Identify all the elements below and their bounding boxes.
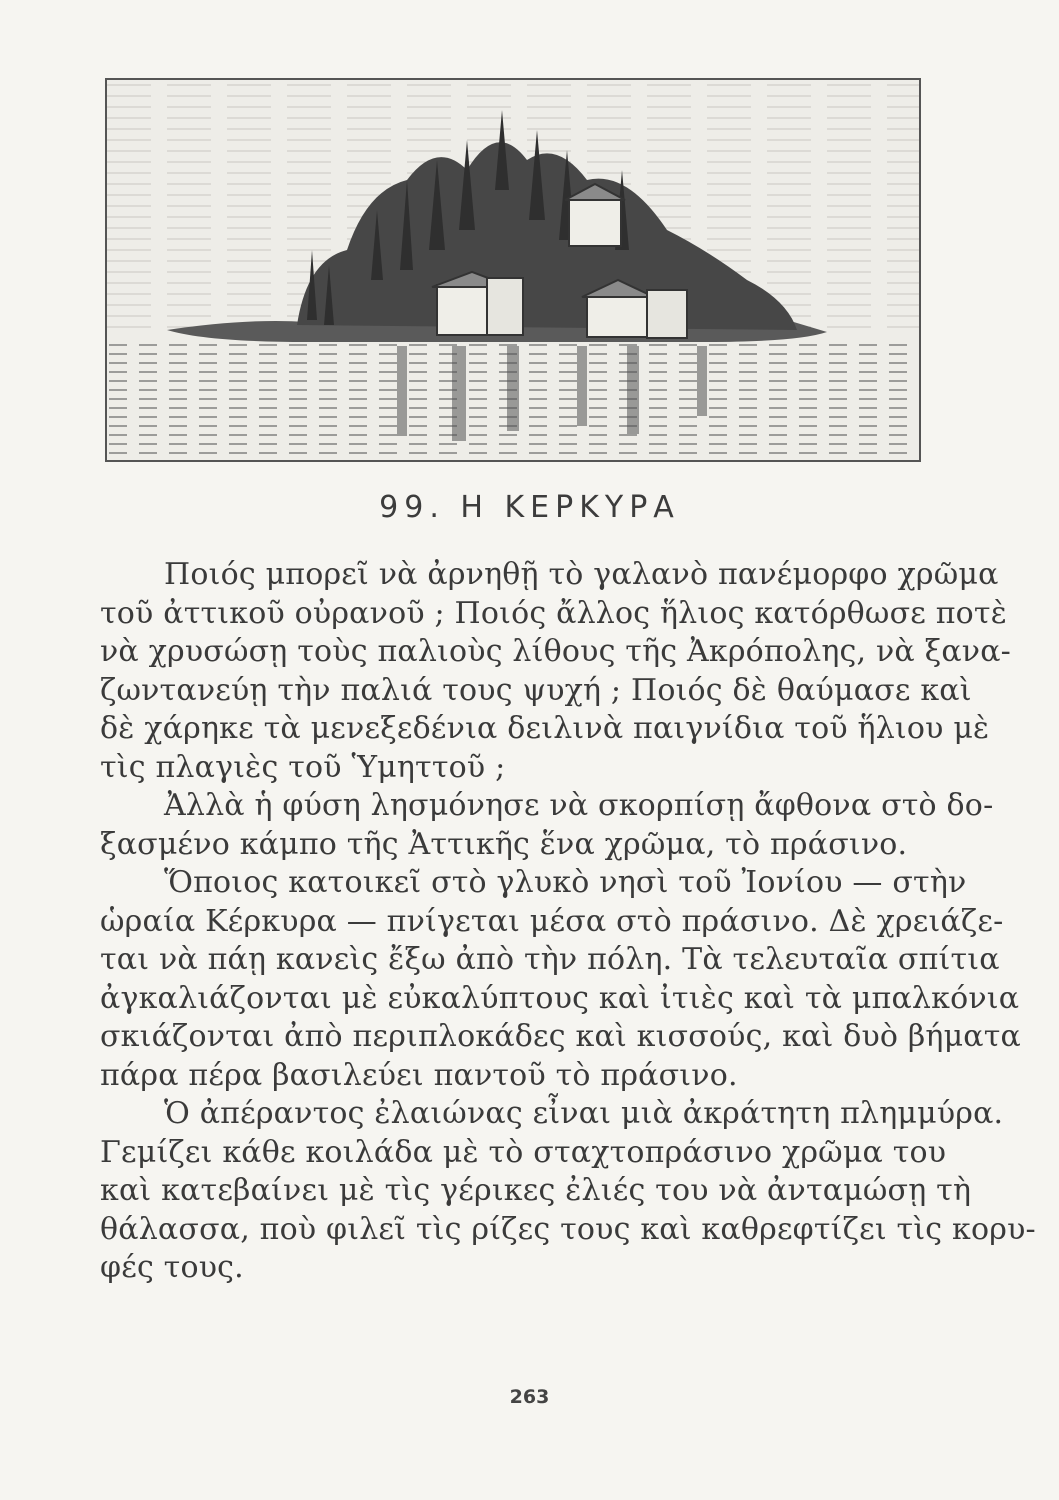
island-engraving: [107, 80, 919, 460]
paragraph-3: [100, 864, 1022, 1095]
text-line: δὲ χάρηκε τὰ μενεξεδένια δειλινὰ παιγνίδια τοῦ ἥλιου μὲ: [100, 711, 990, 746]
paragraph-1: [100, 556, 1012, 787]
page-number: 263: [509, 1386, 550, 1408]
text-line: Ὁ ἀπέραντος ἐλαιώνας εἶναι μιὰ ἀκράτητη πλημμύρα.: [164, 1096, 1004, 1131]
paragraph-2: [100, 787, 994, 864]
text-line: ἀγκαλιάζονται μὲ εὐκαλύπτους καὶ ἰτιὲς καὶ τὰ μπαλκόνια: [100, 980, 1020, 1016]
paragraph-4: [100, 1095, 1036, 1288]
text-line: Γεμίζει κάθε κοιλάδα μὲ τὸ σταχτοπράσινο χρῶμα του: [100, 1134, 947, 1170]
text-line: Ὅποιος κατοικεῖ στὸ γλυκὸ νησὶ τοῦ Ἰονίου — στὴν: [164, 865, 967, 900]
text-line: καὶ κατεβαίνει μὲ τὶς γέρικες ἐλιές του νὰ ἀνταμώσῃ τὴ: [100, 1173, 972, 1208]
text-line: σκιάζονται ἀπὸ περιπλοκάδες καὶ κισσούς, καὶ δυὸ βήματα: [100, 1019, 1022, 1054]
text-line: τοῦ ἀττικοῦ οὐρανοῦ ; Ποιός ἄλλος ἥλιος κατόρθωσε ποτὲ: [100, 595, 1008, 631]
text-line: Ἀλλὰ ἡ φύση λησμόνησε νὰ σκορπίσῃ ἄφθονα στὸ δο-: [164, 788, 994, 823]
chapter-title: 99. Η ΚΕΡΚΥΡΑ: [379, 490, 680, 525]
text-body: [100, 556, 1036, 1288]
text-line: ζωντανεύῃ τὴν παλιά τους ψυχή ; Ποιός δὲ θαύμασε καὶ: [100, 672, 972, 708]
text-line: ὡραία Κέρκυρα — πνίγεται μέσα στὸ πράσινο. Δὲ χρειάζε-: [100, 903, 1004, 939]
text-line: νὰ χρυσώσῃ τοὺς παλιοὺς λίθους τῆς Ἀκρόπολης, νὰ ξανα-: [100, 634, 1012, 669]
text-line: ξασμένο κάμπο τῆς Ἀττικῆς ἕνα χρῶμα, τὸ πράσινο.: [100, 826, 908, 862]
text-line: πάρα πέρα βασιλεύει παντοῦ τὸ πράσινο.: [100, 1057, 738, 1093]
text-line: ται νὰ πάῃ κανεὶς ἔξω ἀπὸ τὴν πόλη. Τὰ τελευταῖα σπίτια: [100, 942, 1000, 977]
island-illustration: [105, 78, 921, 462]
text-line: Ποιός μπορεῖ νὰ ἀρνηθῇ τὸ γαλανὸ πανέμορφο χρῶμα: [164, 557, 999, 592]
text-line: φές τους.: [100, 1250, 244, 1285]
text-line: θάλασσα, ποὺ φιλεῖ τὶς ρίζες τους καὶ καθρεφτίζει τὶς κορυ-: [100, 1211, 1036, 1247]
text-line: τὶς πλαγιὲς τοῦ Ὑμηττοῦ ;: [100, 749, 506, 785]
